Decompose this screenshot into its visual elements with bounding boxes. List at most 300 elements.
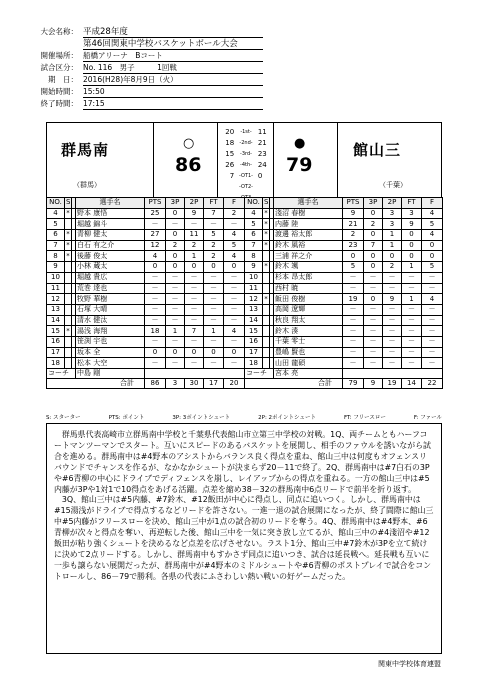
report-paragraph: 3Q、館山三中は#5内藤、#7鈴木、#12飯田が中心に得点し、同点に追いつく。しかし、群馬南中は#15湯浅がドライブで得点するなどリードを許さない。一進一退の試合展開になったが、終了間際に館山三中#5内藤がフリースローを決め、館山三中が1点の試合初のリードを奪う。4Q、群馬南中は#4野本、#6青柳が次々と得点を奪い、再逆転した後、館山三中を一気に突き放し立てるが、館山三中の#4淺沼や#12飯田が粘り強くシュートを決めるなど点差を広げさせない。ラスト1分、館山三中#7鈴木が3Pを立て続けに決めて2点リードする。しかし、群馬南中もすかさず同点に追いつき、試合は延長戦へ。延長戦も互いに一歩も譲らない展開だったが、群馬南中が#4野本のミドルシュートや#6青柳のポストプレイで試合をコントロールし、86－79で勝利。各県の代表にふさわしい熱い戦いの好ゲームだった。 (54, 495, 434, 581)
player-row (47, 219, 245, 230)
player-row (245, 262, 443, 273)
player-stat: － (364, 347, 383, 358)
player-name: 牧野 華樹 (76, 294, 145, 305)
total-p2: 30 (185, 379, 204, 389)
box-header-cell: F (224, 198, 245, 209)
player-stat: － (343, 347, 364, 358)
player-row (47, 326, 245, 337)
coach-row (47, 369, 245, 379)
starter-mark (65, 336, 72, 347)
player-stat: 4 (224, 251, 245, 262)
away-result-mark: ● (294, 136, 306, 151)
player-stat: － (224, 358, 245, 369)
player-name: 鈴木 湊 (274, 326, 343, 337)
info-label: 開催場所： (40, 51, 78, 60)
player-stat: 5 (224, 240, 245, 251)
player-stat: 0 (204, 262, 224, 273)
info-value: 17:15 (83, 98, 263, 110)
player-stat: 0 (364, 230, 383, 241)
player-stat: － (422, 272, 443, 283)
legend-item: PTS: ポイント (108, 415, 145, 421)
player-stat: － (166, 272, 185, 283)
player-row (47, 272, 245, 283)
footer-organization: 関東中学校体育連盟 (378, 660, 441, 668)
player-stat: 4 (145, 251, 166, 262)
starter-mark (263, 358, 270, 369)
info-value: 第46回関東中学校バスケットボール大会 (83, 38, 263, 50)
info-label: 大会名称： (40, 27, 78, 36)
starter-mark: * (264, 230, 268, 239)
box-header-cell: 選手名 (274, 198, 343, 209)
player-stat: 4 (422, 208, 443, 219)
player-row (245, 272, 443, 283)
divider (153, 123, 154, 199)
player-stat: － (422, 358, 443, 369)
player-row (245, 294, 443, 305)
player-stat: － (383, 315, 402, 326)
starter-mark (65, 315, 72, 326)
player-stat: － (204, 358, 224, 369)
player-row (47, 358, 245, 369)
info-row (40, 26, 263, 38)
player-number: 14 (245, 315, 263, 326)
player-stat: － (383, 326, 402, 337)
player-stat: － (402, 336, 422, 347)
player-number: 15 (47, 326, 65, 337)
player-stat: 1 (383, 240, 402, 251)
player-name: 杉本 昂太郎 (274, 272, 343, 283)
box-header-cell: S (66, 198, 71, 207)
player-stat: － (422, 304, 443, 315)
player-number: 5 (245, 219, 263, 230)
player-stat: 0 (383, 251, 402, 262)
player-number: 5 (47, 219, 65, 230)
player-name: 白石 有之介 (76, 240, 145, 251)
player-stat: 0 (224, 262, 245, 273)
player-stat: － (145, 358, 166, 369)
player-stat: － (145, 283, 166, 294)
starter-mark: * (264, 262, 268, 271)
player-row (245, 347, 443, 358)
total-pts: 79 (343, 379, 364, 389)
info-value: 平成28年度 (83, 26, 263, 38)
player-row (245, 315, 443, 326)
period-row (219, 127, 273, 138)
total-ft: 14 (402, 379, 422, 389)
player-name: 豊嶋 賢也 (274, 347, 343, 358)
player-stat: 0 (166, 262, 185, 273)
info-row (40, 50, 263, 62)
total-row (47, 379, 245, 389)
info-row (40, 62, 263, 74)
info-label: 試合区分： (40, 63, 78, 72)
total-p3: 9 (364, 379, 383, 389)
player-stat: － (204, 219, 224, 230)
period-home-score: 18 (225, 139, 235, 147)
player-stat: 4 (422, 230, 443, 241)
away-total-score: 79 (286, 154, 313, 176)
period-home-score: 20 (225, 128, 235, 136)
period-label: -3rd- (240, 151, 252, 157)
box-header-cell: NO. (245, 198, 263, 209)
player-stat: 21 (343, 219, 364, 230)
starter-mark (263, 336, 270, 347)
player-number: 12 (47, 294, 65, 305)
player-name: 西村 暁 (274, 283, 343, 294)
player-stat: － (364, 272, 383, 283)
player-stat: 5 (343, 262, 364, 273)
period-row (219, 160, 273, 171)
player-row (47, 230, 245, 241)
player-row (47, 294, 245, 305)
player-stat: 2 (185, 240, 204, 251)
player-stat: － (343, 358, 364, 369)
player-name: 鈴木 風裕 (274, 240, 343, 251)
period-label: -4th- (240, 162, 252, 168)
player-row (245, 240, 443, 251)
player-stat: 0 (343, 251, 364, 262)
report-paragraph: 群馬県代表高崎市立群馬南中学校と千葉県代表館山市立第三中学校の対戦。1Q、両チームともハーフコートマンツーマンでスタート。互いにスピードのあるバスケットを展開し、相手のファウルを誘いながら試合を進める。群馬南中は#4野本のアシストからバランス良く得点を重ね、館山三中は何度もオフェンスリバウンドでチャンスを作るが、なかなかシュートが決まらず20－11で終了。2Q、群馬南中は#7白石の3Pや#6青柳の中心にドライブでディフェンスを崩し、レイアップからの得点を重ねる。一方の館山三中は#5内藤が3Pや1対1で10得点をあげる活躍。点差を縮め38－32の群馬南中6点リードで前半を折り返す。 (54, 430, 431, 494)
player-name: 飯田 俊樹 (274, 294, 343, 305)
player-stat: － (166, 304, 185, 315)
player-name: 後藤 俊太 (76, 251, 145, 262)
legend-item: S: スターター (46, 415, 81, 421)
player-row (47, 251, 245, 262)
period-home-score: 15 (225, 150, 235, 158)
player-stat: － (343, 283, 364, 294)
player-row (47, 336, 245, 347)
period-away-score: 23 (257, 150, 267, 158)
box-header-cell: 2P (185, 198, 204, 209)
player-stat: 1 (402, 294, 422, 305)
player-number: 18 (47, 358, 65, 369)
box-header-cell: S (264, 198, 269, 207)
player-stat: 0 (364, 262, 383, 273)
starter-mark: * (66, 230, 70, 239)
player-stat: 4 (224, 230, 245, 241)
divider (217, 123, 218, 199)
player-number: 8 (47, 251, 65, 262)
player-number: 4 (47, 208, 65, 219)
starter-mark (65, 358, 72, 369)
player-stat: 25 (145, 208, 166, 219)
player-number: 13 (47, 304, 65, 315)
player-name: 坂本 全 (76, 347, 145, 358)
box-header-row (245, 198, 443, 209)
box-header-cell: NO. (47, 198, 65, 209)
player-name: 笹渕 宇也 (76, 336, 145, 347)
player-number: 8 (245, 251, 263, 262)
period-row (219, 149, 273, 160)
info-value: 船橋アリーナ Bコート (83, 50, 263, 62)
player-stat: 1 (204, 326, 224, 337)
player-stat: － (166, 283, 185, 294)
period-home-score: 7 (229, 172, 235, 180)
player-stat: 4 (422, 294, 443, 305)
player-number: 11 (245, 283, 263, 294)
player-name: 清水 健汰 (76, 315, 145, 326)
home-box-score (46, 197, 245, 389)
player-row (245, 304, 443, 315)
player-stat: 0 (224, 347, 245, 358)
player-stat: － (166, 336, 185, 347)
player-number: 14 (47, 315, 65, 326)
starter-mark: * (66, 241, 70, 250)
player-stat: 4 (224, 326, 245, 337)
player-stat: 0 (422, 240, 443, 251)
info-value: No. 116 男子 1回戦 (83, 62, 263, 74)
player-stat: 0 (364, 251, 383, 262)
player-name: 淺沼 春樹 (274, 208, 343, 219)
home-team-name: 群馬南 (61, 141, 110, 159)
player-stat: － (185, 315, 204, 326)
coach-row (245, 369, 443, 379)
player-stat: － (224, 219, 245, 230)
info-label: 終了時間： (40, 99, 78, 108)
period-away-score: 0 (257, 172, 263, 180)
player-stat: － (204, 294, 224, 305)
player-stat: － (145, 219, 166, 230)
player-stat: 0 (364, 208, 383, 219)
total-pts: 86 (145, 379, 166, 389)
player-stat: 9 (402, 219, 422, 230)
player-name: 堀越 錦斗 (76, 219, 145, 230)
player-stat: － (224, 283, 245, 294)
player-stat: － (185, 283, 204, 294)
player-stat: 18 (145, 326, 166, 337)
player-stat: 7 (364, 240, 383, 251)
player-stat: － (364, 304, 383, 315)
player-stat: － (402, 304, 422, 315)
info-value: 15:50 (83, 86, 263, 98)
player-stat: 0 (364, 294, 383, 305)
player-row (245, 358, 443, 369)
player-stat: 0 (185, 347, 204, 358)
player-stat: － (422, 315, 443, 326)
player-stat: 19 (343, 294, 364, 305)
scoreboard (46, 122, 442, 198)
player-stat: － (364, 358, 383, 369)
player-number: 6 (47, 230, 65, 241)
player-stat: － (364, 315, 383, 326)
coach-label: コーチ (245, 369, 274, 379)
player-stat: 27 (145, 230, 166, 241)
player-name: 山田 龍碩 (274, 358, 343, 369)
player-name: 湯浅 海翔 (76, 326, 145, 337)
box-header-cell: FT (204, 198, 224, 209)
info-row (40, 86, 263, 98)
player-name: 鈴木 颯 (274, 262, 343, 273)
player-name: 高岡 遼輝 (274, 304, 343, 315)
player-stat: － (402, 315, 422, 326)
period-row (219, 182, 273, 193)
player-stat: － (145, 294, 166, 305)
player-name: 荒巻 達也 (76, 283, 145, 294)
player-stat: － (185, 304, 204, 315)
player-stat: － (364, 336, 383, 347)
period-scores (219, 127, 273, 204)
player-stat: － (185, 272, 204, 283)
player-number: 7 (245, 240, 263, 251)
info-label: 開始時間： (40, 87, 78, 96)
starter-mark (263, 315, 270, 326)
box-header-cell: F (422, 198, 443, 209)
player-stat: － (422, 347, 443, 358)
player-stat: － (145, 336, 166, 347)
player-row (245, 219, 443, 230)
player-row (47, 208, 245, 219)
player-number: 16 (47, 336, 65, 347)
starter-mark (263, 326, 270, 337)
coach-label: コーチ (47, 369, 76, 379)
player-stat: 0 (402, 230, 422, 241)
player-stat: 1 (402, 262, 422, 273)
starter-mark: * (66, 209, 70, 218)
player-stat: 9 (185, 208, 204, 219)
info-row (40, 74, 263, 86)
info-row (40, 98, 263, 110)
starter-mark: * (264, 241, 268, 250)
player-stat: 2 (364, 219, 383, 230)
player-name: 石塚 大晴 (76, 304, 145, 315)
box-header-cell: 2P (383, 198, 402, 209)
player-stat: 0 (166, 251, 185, 262)
player-stat: 2 (204, 251, 224, 262)
player-stat: － (383, 272, 402, 283)
player-stat: 7 (185, 326, 204, 337)
player-stat: － (383, 304, 402, 315)
stats-legend (46, 413, 442, 421)
info-row (40, 38, 263, 50)
player-stat: 9 (383, 294, 402, 305)
starter-mark (65, 283, 72, 294)
period-row (219, 138, 273, 149)
period-away-score: 11 (257, 128, 267, 136)
starter-mark (65, 347, 72, 358)
player-stat: － (204, 283, 224, 294)
player-stat: － (343, 304, 364, 315)
game-report (46, 423, 442, 654)
period-label: -OT2- (239, 184, 253, 190)
player-stat: － (224, 336, 245, 347)
info-label: 期 日： (48, 75, 78, 84)
player-row (47, 315, 245, 326)
player-stat: 2 (204, 240, 224, 251)
player-stat: － (383, 358, 402, 369)
period-home-score (219, 182, 234, 193)
player-stat: 3 (383, 208, 402, 219)
home-result-mark: ○ (183, 136, 195, 151)
player-stat: 0 (166, 347, 185, 358)
period-away-score (258, 182, 273, 193)
player-name: 野本 康悟 (76, 208, 145, 219)
box-header-cell: PTS (343, 198, 364, 209)
player-number: 9 (47, 262, 65, 273)
player-stat: － (402, 358, 422, 369)
player-name: 渡邊 裕太郎 (274, 230, 343, 241)
player-stat: － (402, 283, 422, 294)
player-number: 16 (245, 336, 263, 347)
player-stat: － (422, 326, 443, 337)
box-header-cell: 3P (364, 198, 383, 209)
starter-mark (65, 272, 72, 283)
player-row (245, 251, 443, 262)
player-number: 7 (47, 240, 65, 251)
player-number: 18 (245, 358, 263, 369)
player-stat: － (383, 283, 402, 294)
player-stat: 2 (343, 230, 364, 241)
player-stat: － (185, 336, 204, 347)
player-row (245, 230, 443, 241)
period-home-score: 26 (225, 161, 235, 169)
player-number: 13 (245, 304, 263, 315)
player-stat: 0 (204, 347, 224, 358)
starter-mark (65, 219, 72, 230)
player-row (245, 283, 443, 294)
player-name: 小林 蔵太 (76, 262, 145, 273)
legend-item: FT: フリースロー (343, 415, 386, 421)
player-stat: － (224, 315, 245, 326)
legend-item: F: ファール (413, 415, 442, 421)
period-away-score: 24 (257, 161, 267, 169)
box-header-cell: 選手名 (76, 198, 145, 209)
player-stat: － (166, 219, 185, 230)
coach-blank (145, 369, 245, 379)
player-stat: 0 (402, 240, 422, 251)
player-number: 17 (47, 347, 65, 358)
player-name: 秋良 翔太 (274, 315, 343, 326)
player-number: 10 (47, 272, 65, 283)
box-header-cell: 3P (166, 198, 185, 209)
player-stat: 3 (402, 208, 422, 219)
player-stat: － (185, 294, 204, 305)
player-stat: 5 (422, 262, 443, 273)
legend-item: 3P: 3ポイントシュート (172, 415, 231, 421)
player-stat: － (402, 347, 422, 358)
period-label: -1st- (240, 129, 252, 135)
player-stat: 0 (402, 251, 422, 262)
player-row (47, 262, 245, 273)
player-stat: 3 (383, 219, 402, 230)
player-row (245, 326, 443, 337)
total-p2: 19 (383, 379, 402, 389)
player-stat: － (204, 315, 224, 326)
player-stat: － (383, 347, 402, 358)
starter-mark (65, 294, 72, 305)
player-stat: 0 (185, 262, 204, 273)
player-number: 4 (245, 208, 263, 219)
home-team-prefecture: （群馬） (73, 181, 101, 189)
player-stat: 7 (204, 208, 224, 219)
player-stat: 2 (224, 208, 245, 219)
player-stat: 12 (145, 240, 166, 251)
player-row (245, 336, 443, 347)
total-p3: 3 (166, 379, 185, 389)
player-name: 松本 大空 (76, 358, 145, 369)
player-number: 17 (245, 347, 263, 358)
player-number: 12 (245, 294, 263, 305)
player-stat: 11 (185, 230, 204, 241)
period-label: -OT1- (239, 173, 253, 179)
player-row (47, 347, 245, 358)
player-stat: 0 (422, 251, 443, 262)
divider (337, 123, 338, 199)
player-number: 11 (47, 283, 65, 294)
away-team-name: 館山三 (353, 141, 402, 159)
starter-mark (263, 272, 270, 283)
starter-mark: * (66, 326, 70, 335)
total-label: 合計 (245, 379, 343, 389)
